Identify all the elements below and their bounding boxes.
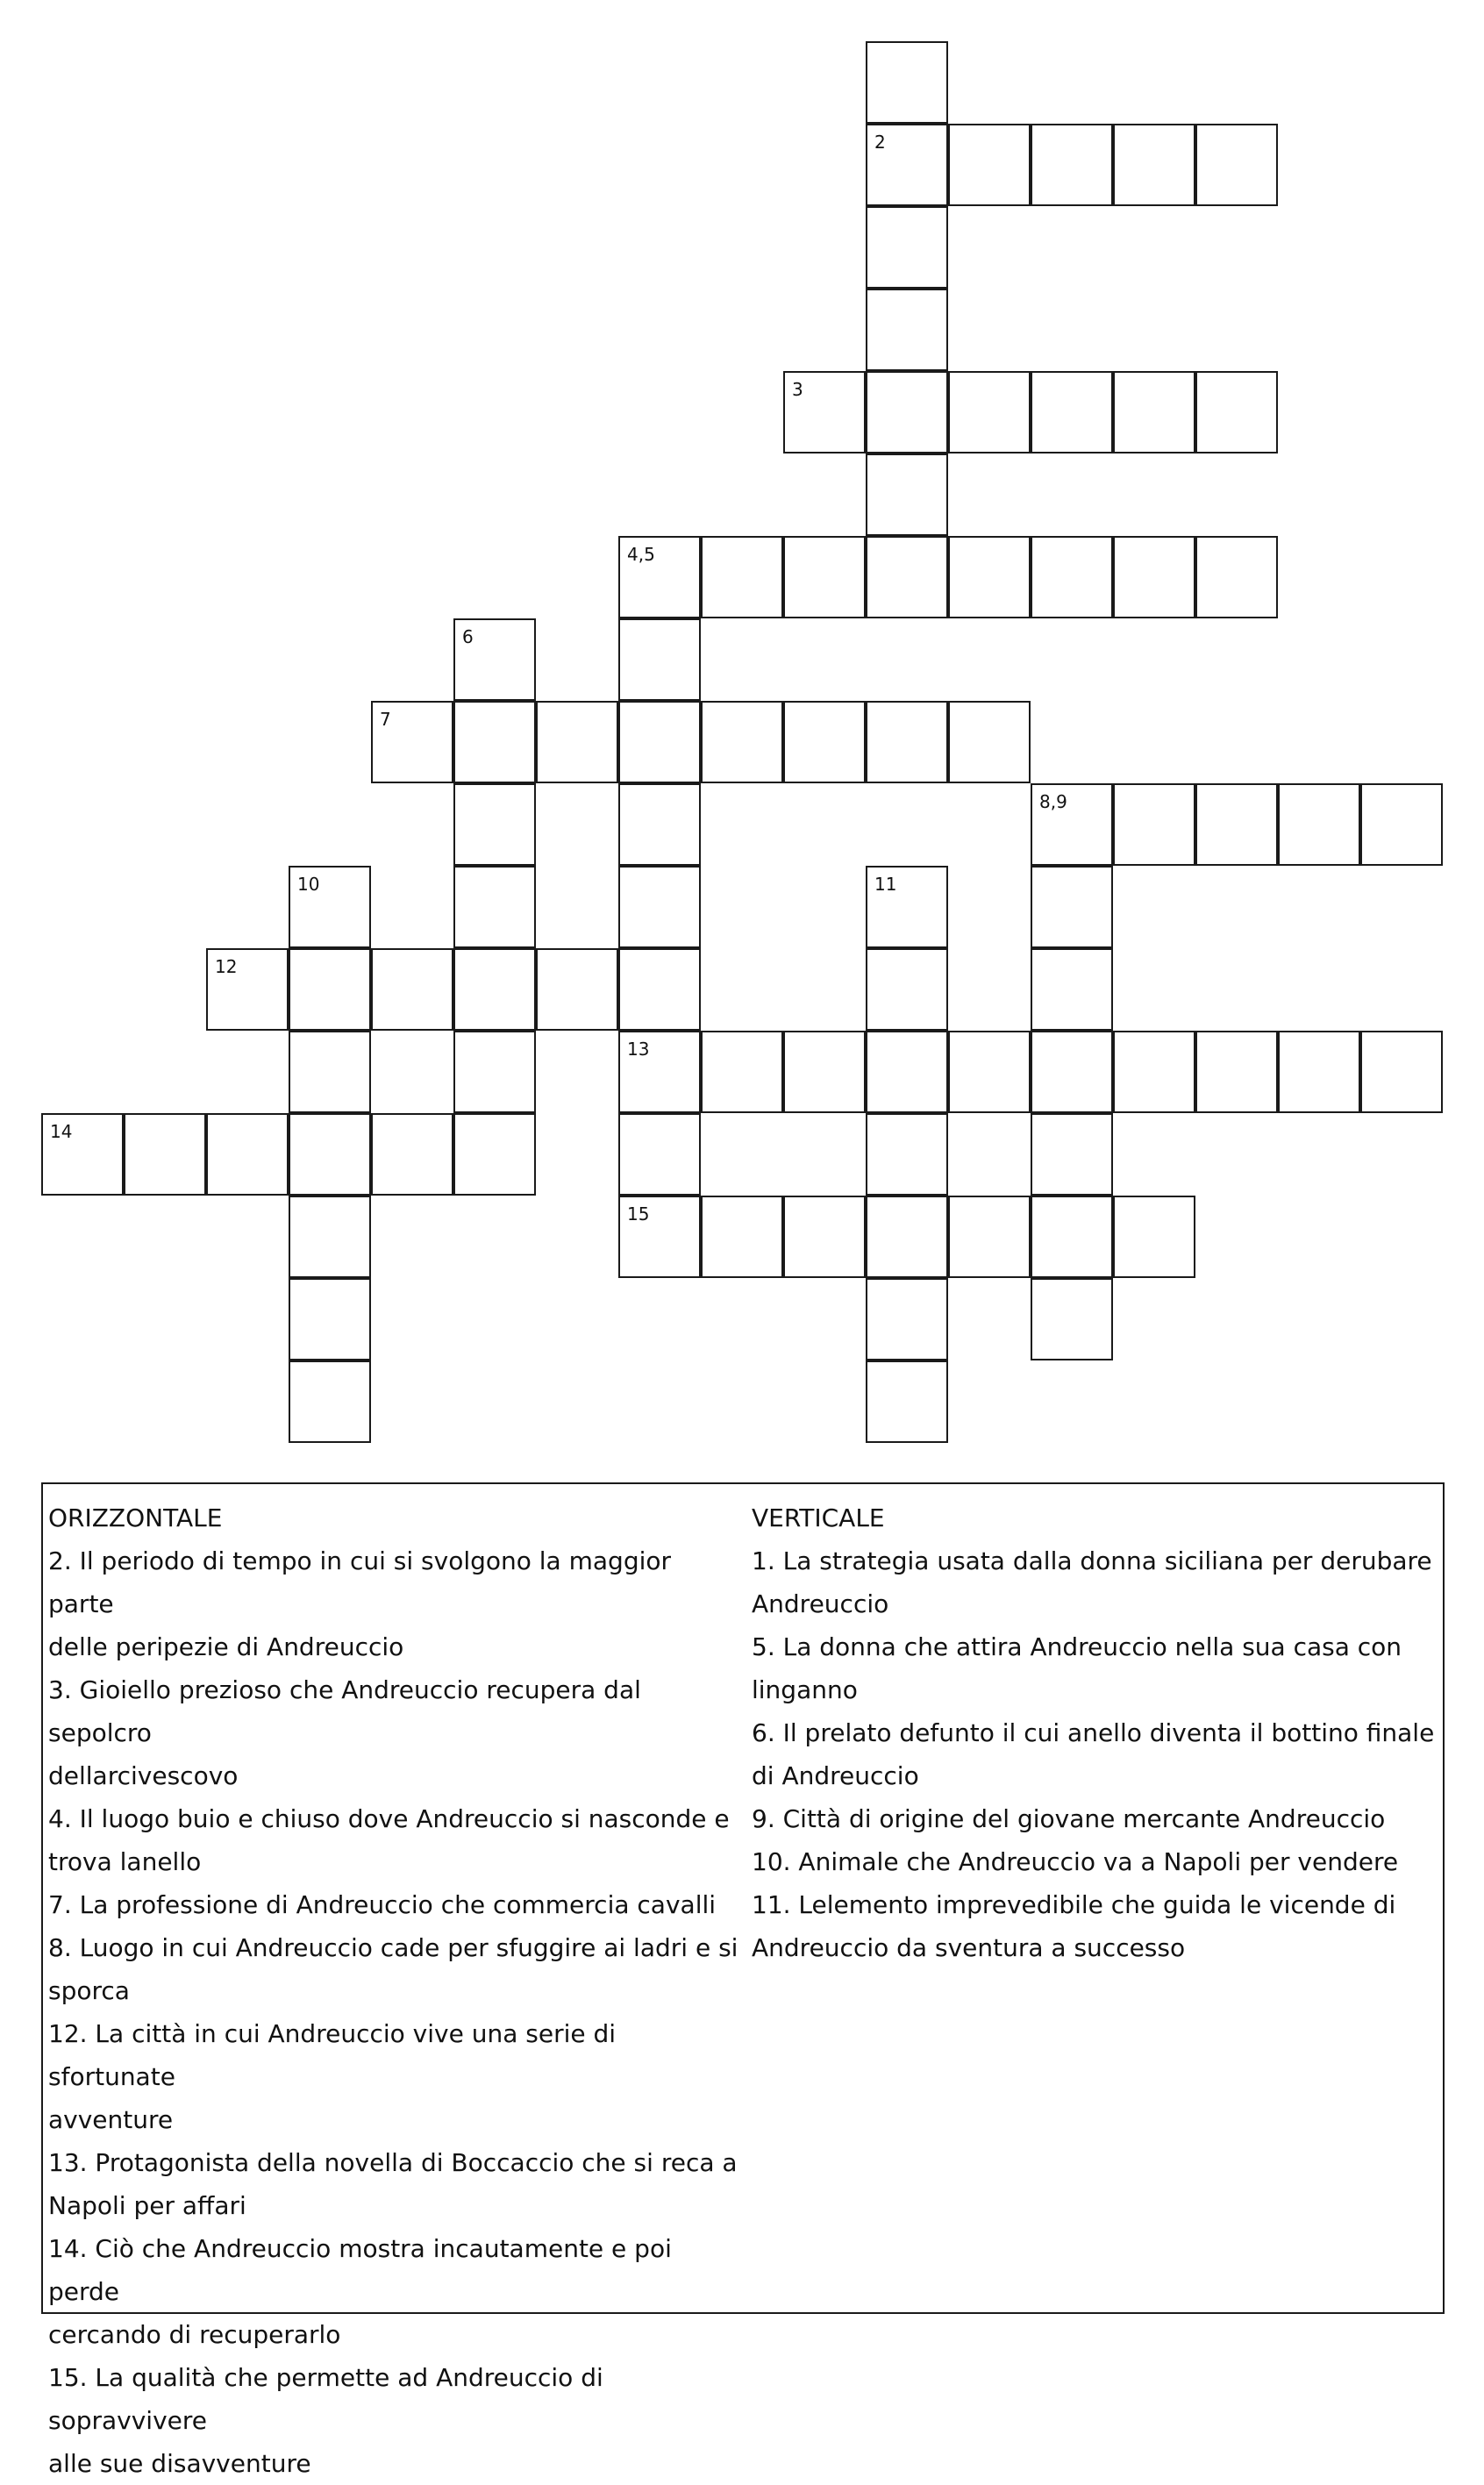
crossword-cell[interactable] [866,453,948,536]
crossword-cell[interactable] [1278,783,1360,866]
crossword-cell[interactable] [618,536,701,618]
clue-number: 13 [627,1039,650,1060]
crossword-cell[interactable] [866,1278,948,1360]
clue-number: 8,9 [1039,791,1067,812]
crossword-cell[interactable] [783,1196,866,1278]
across-clue-line: alle sue disavventure [48,2449,311,2478]
clue-number: 7 [380,709,391,730]
crossword-cell[interactable] [948,701,1031,783]
across-clue-line: 15. La qualità che permette ad Andreuccio di sopravvivere [48,2363,603,2435]
crossword-cell[interactable] [701,1196,783,1278]
down-heading: VERTICALE [752,1503,885,1532]
crossword-cell[interactable] [866,1113,948,1196]
crossword-cell[interactable] [1195,536,1278,618]
crossword-cell[interactable] [536,948,618,1031]
crossword-cell[interactable] [1031,124,1113,206]
crossword-cell[interactable] [1195,124,1278,206]
crossword-cell[interactable] [1195,1031,1278,1113]
crossword-cell[interactable] [701,1031,783,1113]
crossword-cell[interactable] [1031,1031,1113,1113]
down-clue-line: 5. La donna che attira Andreuccio nella sua casa con [752,1632,1402,1661]
crossword-cell[interactable] [866,1196,948,1278]
across-clue-line: delle peripezie di Andreuccio [48,1632,404,1661]
down-clue-line: 11. Lelemento imprevedibile che guida le vicende di [752,1890,1396,1919]
crossword-cell[interactable] [618,701,701,783]
crossword-cell[interactable] [618,866,701,948]
crossword-cell[interactable] [1113,783,1195,866]
crossword-cell[interactable] [453,1113,536,1196]
crossword-cell[interactable] [289,1278,371,1360]
clue-number: 3 [792,379,803,400]
crossword-cell[interactable] [453,948,536,1031]
across-clue-line: cercando di recuperarlo [48,2320,341,2349]
clue-number: 6 [462,626,474,647]
clue-number: 14 [50,1121,73,1142]
crossword-cell[interactable] [948,124,1031,206]
across-clues [48,1496,741,2485]
crossword-cell[interactable] [866,866,948,948]
crossword-cell[interactable] [866,289,948,371]
crossword-cell[interactable] [289,948,371,1031]
crossword-cell[interactable] [618,1113,701,1196]
crossword-cell[interactable] [289,1031,371,1113]
crossword-cell[interactable] [866,371,948,453]
across-clue-line: 3. Gioiello prezioso che Andreuccio recupera dal sepolcro [48,1675,641,1747]
clue-number: 10 [297,874,320,895]
crossword-cell[interactable] [1031,783,1113,866]
crossword-cell[interactable] [866,1031,948,1113]
crossword-cell[interactable] [948,371,1031,453]
crossword-cell[interactable] [866,948,948,1031]
crossword-cell[interactable] [866,1360,948,1443]
crossword-cell[interactable] [701,701,783,783]
clue-number: 15 [627,1203,650,1225]
down-clue-line: linganno [752,1675,858,1704]
clue-number: 4,5 [627,544,655,565]
crossword-cell[interactable] [453,866,536,948]
crossword-cell[interactable] [453,783,536,866]
crossword-cell[interactable] [453,701,536,783]
across-clue-line: 2. Il periodo di tempo in cui si svolgono la maggior parte [48,1546,672,1618]
crossword-cell[interactable] [948,536,1031,618]
crossword-cell[interactable] [1031,1196,1113,1278]
clues-panel [41,1482,1445,2478]
crossword-cell[interactable] [866,536,948,618]
clue-number: 2 [874,132,886,153]
crossword-cell[interactable] [1195,783,1278,866]
crossword-cell[interactable] [371,948,453,1031]
across-clue-line: 4. Il luogo buio e chiuso dove Andreuccio si nasconde e [48,1804,730,1833]
crossword-cell[interactable] [866,701,948,783]
crossword-cell[interactable] [618,1031,701,1113]
crossword-cell[interactable] [1113,371,1195,453]
across-clue-line: sporca [48,1976,130,2005]
crossword-cell[interactable] [371,1113,453,1196]
crossword-cell[interactable] [453,1031,536,1113]
crossword-cell[interactable] [1031,371,1113,453]
across-clue-line: 13. Protagonista della novella di Boccaccio che si reca a [48,2148,738,2177]
crossword-cell[interactable] [289,1196,371,1278]
crossword-cell[interactable] [289,1113,371,1196]
crossword-cell[interactable] [1031,536,1113,618]
across-clue-line: 14. Ciò che Andreuccio mostra incautamente e poi perde [48,2234,672,2306]
down-clue-line: 10. Animale che Andreuccio va a Napoli per vendere [752,1847,1399,1876]
crossword-cell[interactable] [1031,948,1113,1031]
crossword-cell[interactable] [618,1196,701,1278]
crossword-cell[interactable] [41,1113,124,1196]
crossword-cell[interactable] [453,618,536,701]
clue-number: 12 [215,956,238,977]
crossword-cell[interactable] [783,371,866,453]
crossword-cell[interactable] [783,701,866,783]
down-clue-line: Andreuccio [752,1589,889,1618]
crossword-cell[interactable] [1360,783,1443,866]
crossword-cell[interactable] [783,1031,866,1113]
across-clue-line: 12. La città in cui Andreuccio vive una serie di sfortunate [48,2019,617,2091]
down-clue-line: di Andreuccio [752,1761,919,1790]
across-clue-line: 8. Luogo in cui Andreuccio cade per sfuggire ai ladri e si [48,1933,738,1962]
crossword-cell[interactable] [1113,1031,1195,1113]
crossword-cell[interactable] [1278,1031,1360,1113]
crossword-cell[interactable] [206,948,289,1031]
down-clue-line: 1. La strategia usata dalla donna siciliana per derubare [752,1546,1432,1575]
down-clue-line: Andreuccio da sventura a successo [752,1933,1186,1962]
crossword-cell[interactable] [866,41,948,124]
across-clue-line: 7. La professione di Andreuccio che commercia cavalli [48,1890,717,1919]
down-clues [752,1496,1436,1969]
crossword-cell[interactable] [1113,1196,1195,1278]
crossword-cell[interactable] [618,948,701,1031]
crossword-cell[interactable] [618,783,701,866]
across-clue-line: avventure [48,2105,174,2134]
down-clue-line: 9. Città di origine del giovane mercante Andreuccio [752,1804,1386,1833]
crossword-cell[interactable] [124,1113,206,1196]
crossword-cell[interactable] [948,1196,1031,1278]
crossword-cell[interactable] [206,1113,289,1196]
across-clue-line: dellarcivescovo [48,1761,239,1790]
crossword-cell[interactable] [948,1031,1031,1113]
across-clue-line: trova lanello [48,1847,202,1876]
crossword-cell[interactable] [701,536,783,618]
crossword-cell[interactable] [289,1360,371,1443]
across-heading: ORIZZONTALE [48,1503,223,1532]
crossword-cell[interactable] [1195,371,1278,453]
crossword-cell[interactable] [1360,1031,1443,1113]
crossword-cell[interactable] [1113,124,1195,206]
crossword-cell[interactable] [866,206,948,289]
crossword-cell[interactable] [1031,1113,1113,1196]
across-clue-line: Napoli per affari [48,2191,246,2220]
crossword-cell[interactable] [289,866,371,948]
crossword-cell[interactable] [618,618,701,701]
crossword-cell[interactable] [866,124,948,206]
crossword-cell[interactable] [1113,536,1195,618]
down-clue-line: 6. Il prelato defunto il cui anello diventa il bottino finale [752,1718,1435,1747]
crossword-cell[interactable] [783,536,866,618]
crossword-cell[interactable] [1031,1278,1113,1360]
clue-number: 11 [874,874,897,895]
crossword-cell[interactable] [536,701,618,783]
crossword-cell[interactable] [1031,866,1113,948]
crossword-cell[interactable] [371,701,453,783]
